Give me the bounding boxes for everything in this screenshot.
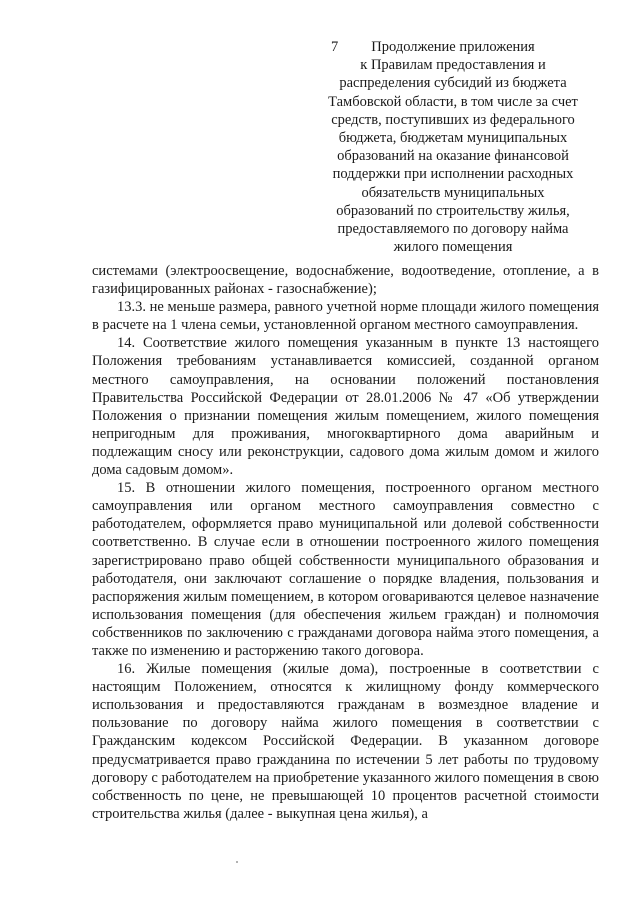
- heading-line: поддержки при исполнении расходных: [332, 166, 574, 183]
- paragraph-continuation: системами (электроосвещение, водоснабжение, водоотведение, отопление, а в газифицированных районах - газоснабжение);: [92, 263, 599, 298]
- scan-speck: [236, 861, 238, 863]
- document-body: [92, 262, 599, 823]
- heading-line: бюджета, бюджетам муниципальных: [338, 130, 568, 147]
- heading-line: распределения субсидий из бюджета: [339, 75, 567, 92]
- heading-line: к Правилам предоставления и: [360, 57, 546, 74]
- paragraph-14: 14. Соответствие жилого помещения указанным в пункте 13 настоящего Положения требованиям устанавливается комиссией, созданной органом местного самоуправления, на основании положений постановления Правительства Российской Федерации от 28.01.2006 № 47 «Об утверждении Положения о признании помещения жилым помещением, жилого помещения непригодным для проживания, многоквартирного дома аварийным и подлежащим сносу или реконструкции, садового дома жилым домом и жилого дома садовым домом».: [92, 335, 599, 479]
- paragraph-16: 16. Жилые помещения (жилые дома), построенные в соответствии с настоящим Положением, относятся к жилищному фонду коммерческого использования и предоставляются гражданам в возмездное владение и пользование по договору найма жилого помещения в соответствии с Гражданским кодексом Российской Федерации. В указанном договоре предусматривается право гражданина по истечении 5 лет работы по трудовому договору с работодателем на приобретение указанного жилого помещения в свою собственность по цене, не превышающей 10 процентов расчетной стоимости строительства жилья (далее - выкупная цена жилья), а: [92, 661, 599, 822]
- paragraph-15: 15. В отношении жилого помещения, построенного органом местного самоуправления или органом местного самоуправления совместно с работодателем, оформляется право муниципальной или долевой собственности соответственно. В случае если в отношении построенного жилого помещения зарегистрировано право общей собственности муниципального образования и работодателя, они заключают соглашение о порядке владения, пользования и распоряжения жилым помещением, в котором оговариваются целевое назначение использования помещения (для обеспечения жильем граждан) и полномочия собственников по заключению с гражданами договора найма этого помещения, а также по изменению и расторжению такого договора.: [92, 480, 599, 659]
- page-number: 7: [331, 39, 339, 55]
- heading-line: средств, поступивших из федерального: [331, 111, 575, 128]
- heading-line: жилого помещения: [393, 239, 513, 256]
- paragraph-13-3: 13.3. не меньше размера, равного учетной норме площади жилого помещения в расчете на 1 члена семьи, установленной органом местного самоуправления.: [92, 299, 599, 334]
- heading-line: образований на оказание финансовой: [337, 148, 569, 165]
- heading-line: образований по строительству жилья,: [336, 202, 570, 219]
- heading-line: обязательств муниципальных: [361, 184, 545, 201]
- heading-line: Тамбовской области, в том числе за счет: [328, 93, 578, 110]
- heading-line: предоставляемого по договору найма: [337, 221, 569, 238]
- heading-line: Продолжение приложения: [371, 39, 535, 55]
- appendix-heading: [322, 38, 584, 256]
